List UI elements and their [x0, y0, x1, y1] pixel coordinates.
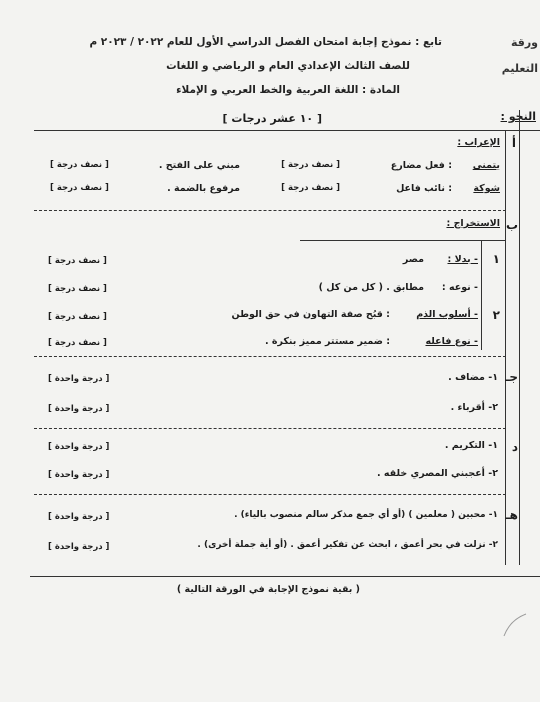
item-b3-label: - أسلوب الذم — [416, 309, 478, 320]
question-b-title-underline-border — [300, 240, 506, 241]
parse-word-2: شوكة — [473, 183, 500, 194]
section-title: النحو : — [500, 110, 536, 123]
question-a-title: الإعراب : — [457, 137, 500, 148]
parse-answer-2b: مرفوع بالضمة . — [167, 183, 240, 194]
header-line-3: المادة : اللغة العربية والخط العربي و الإملاء — [176, 84, 400, 96]
item-b2-label: - نوعه : — [441, 282, 478, 293]
item-b4-mark: [ نصف درجة ] — [48, 338, 107, 348]
item-b4-label: - نوع فاعله — [425, 336, 478, 347]
parse-answer-2a: : نائب فاعل — [396, 183, 452, 194]
question-b-title: الاستخراج : — [446, 218, 500, 229]
parse-word-1: يتمنى — [472, 160, 500, 171]
mark-2b: [ نصف درجة ] — [50, 183, 109, 193]
item-c1-mark: [ درجة واحدة ] — [48, 374, 110, 384]
item-b1-label: - بدلا : — [447, 254, 478, 265]
item-b3-text: : قبُح صفة التهاون في حق الوطن — [231, 309, 390, 320]
mark-1b: [ نصف درجة ] — [50, 160, 109, 170]
item-c2-mark: [ درجة واحدة ] — [48, 404, 110, 414]
item-d1-text: ١- التكريم . — [444, 440, 498, 451]
item-b4-text: : ضمير مستتر مميز بنكرة . — [264, 336, 390, 347]
question-number-column-border — [505, 130, 506, 565]
item-b2-text: مطابق . ( كل من كل ) — [318, 282, 424, 293]
question-e-letter: هـ — [505, 508, 518, 522]
item-c2-text: ٢- أقرباء . — [450, 402, 498, 413]
item-b1-text: مصر — [402, 254, 424, 265]
divider-b-c — [34, 356, 506, 357]
item-e2-mark: [ درجة واحدة ] — [48, 542, 110, 552]
mark-1a: [ نصف درجة ] — [281, 160, 340, 170]
item-c1-text: ١- مضاف . — [448, 372, 498, 383]
corner-top-text: ورقة — [510, 36, 538, 49]
header-line-1: تابع : نموذج إجابة امتحان الفصل الدراسي الأول للعام ٢٠٢٢ / ٢٠٢٣ م — [89, 36, 442, 48]
section-total-marks: [ ١٠ عشر درجات ] — [222, 112, 322, 125]
item-b1-mark: [ نصف درجة ] — [48, 256, 107, 266]
table-bottom-border — [30, 576, 540, 577]
divider-c-d — [34, 428, 506, 429]
item-b-number-1: ١ — [492, 252, 500, 266]
item-b-number-2: ٢ — [492, 308, 500, 322]
item-b3-mark: [ نصف درجة ] — [48, 312, 107, 322]
item-d2-text: ٢- أعجبني المصري خلقه . — [376, 468, 498, 479]
question-a-letter: أ — [511, 136, 516, 150]
item-e2-text: ٢- نزلت في بحر أعمق ، ابحث عن تفكير أعمق . (أو أية جملة أخرى) . — [197, 540, 498, 550]
question-letter-column-border — [519, 110, 520, 565]
question-d-letter: د — [511, 440, 518, 454]
parse-answer-1a: : فعل مضارع — [390, 160, 452, 171]
item-d2-mark: [ درجة واحدة ] — [48, 470, 110, 480]
table-top-border — [34, 130, 540, 131]
item-e1-text: ١- محبين ( معلمين ) (أو أي جمع مذكر سالم منصوب بالياء) . — [234, 510, 498, 520]
footer-note: ( بقية نموذج الإجابة في الورقة التالية ) — [176, 584, 360, 595]
mark-2a: [ نصف درجة ] — [281, 183, 340, 193]
divider-d-e — [34, 494, 506, 495]
item-d1-mark: [ درجة واحدة ] — [48, 442, 110, 452]
item-number-column-border — [481, 240, 482, 350]
question-b-letter: ب — [505, 218, 518, 232]
question-c-letter: جـ — [505, 370, 518, 384]
item-b2-mark: [ نصف درجة ] — [48, 284, 107, 294]
corner-bottom-text: التعليم — [501, 62, 538, 75]
parse-answer-1b: مبني على الفتح . — [158, 160, 240, 171]
pen-stroke-mark — [500, 610, 530, 640]
item-e1-mark: [ درجة واحدة ] — [48, 512, 110, 522]
divider-a-b — [34, 210, 506, 211]
header-line-2: للصف الثالث الإعدادي العام و الرياضي و اللغات — [166, 60, 410, 72]
